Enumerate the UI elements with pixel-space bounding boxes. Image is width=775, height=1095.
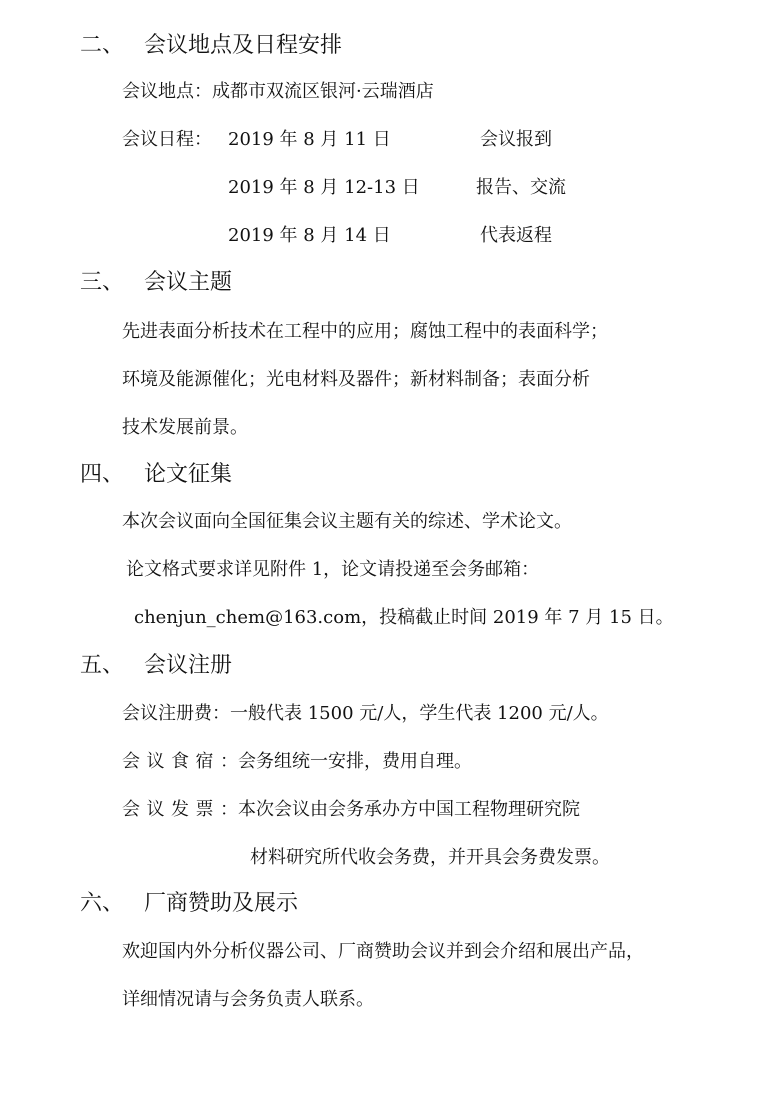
theme-line: 先进表面分析技术在工程中的应用；腐蚀工程中的表面科学； — [122, 321, 608, 342]
invoice-value: ：本次会议由会务承办方中国工程物理研究院 — [220, 799, 580, 820]
section-number: 六、 — [80, 891, 125, 916]
sponsorship-line: 欢迎国内外分析仪器公司、厂商赞助会议并到会介绍和展出产品， — [122, 941, 644, 962]
section-title: 厂商赞助及展示 — [144, 891, 299, 916]
theme-line: 技术发展前景。 — [122, 417, 248, 438]
venue-line — [122, 80, 434, 104]
schedule-date: 2019 年 8 月 11 日 — [228, 129, 391, 150]
papers-line: 本次会议面向全国征集会议主题有关的综述、学术论文。 — [122, 511, 572, 532]
section-number: 四、 — [80, 462, 125, 487]
lodging-label: 会议食宿 — [122, 751, 220, 772]
schedule-event: 会议报到 — [480, 129, 552, 150]
papers-line: 论文格式要求详见附件 1，论文请投递至会务邮箱： — [126, 559, 540, 580]
schedule-label: 会议日程： — [122, 129, 212, 150]
section-title: 会议主题 — [144, 270, 233, 295]
section-number: 五、 — [80, 653, 125, 678]
invoice-label: 会议发票 — [122, 799, 220, 820]
schedule-date: 2019 年 8 月 12-13 日 — [228, 177, 420, 198]
section-heading-theme — [80, 270, 480, 296]
venue-value: 成都市双流区银河·云瑞酒店 — [212, 81, 434, 102]
schedule-date: 2019 年 8 月 14 日 — [228, 225, 391, 246]
registration-fee: 会议注册费：一般代表 1500 元/人，学生代表 1200 元/人。 — [122, 703, 609, 724]
venue-label: 会议地点： — [122, 81, 212, 102]
section-title: 论文征集 — [144, 462, 233, 487]
invoice-line — [122, 798, 580, 822]
section-heading-sponsorship — [80, 891, 480, 917]
section-number: 二、 — [80, 33, 125, 58]
section-heading-venue — [80, 33, 480, 59]
sponsorship-line: 详细情况请与会务负责人联系。 — [122, 989, 374, 1010]
schedule-event: 报告、交流 — [476, 177, 566, 198]
section-number: 三、 — [80, 270, 125, 295]
section-heading-papers — [80, 462, 480, 488]
theme-line: 环境及能源催化；光电材料及器件；新材料制备；表面分析 — [122, 369, 590, 390]
schedule-event: 代表返程 — [480, 225, 552, 246]
lodging-value: ：会务组统一安排，费用自理。 — [220, 751, 472, 772]
lodging-line — [122, 750, 472, 774]
section-heading-registration — [80, 653, 480, 679]
section-title: 会议注册 — [144, 653, 233, 678]
invoice-continuation: 材料研究所代收会务费，并开具会务费发票。 — [250, 847, 610, 868]
papers-line: chenjun_chem@163.com，投稿截止时间 2019 年 7 月 15 日。 — [134, 607, 674, 628]
section-title: 会议地点及日程安排 — [144, 33, 343, 58]
